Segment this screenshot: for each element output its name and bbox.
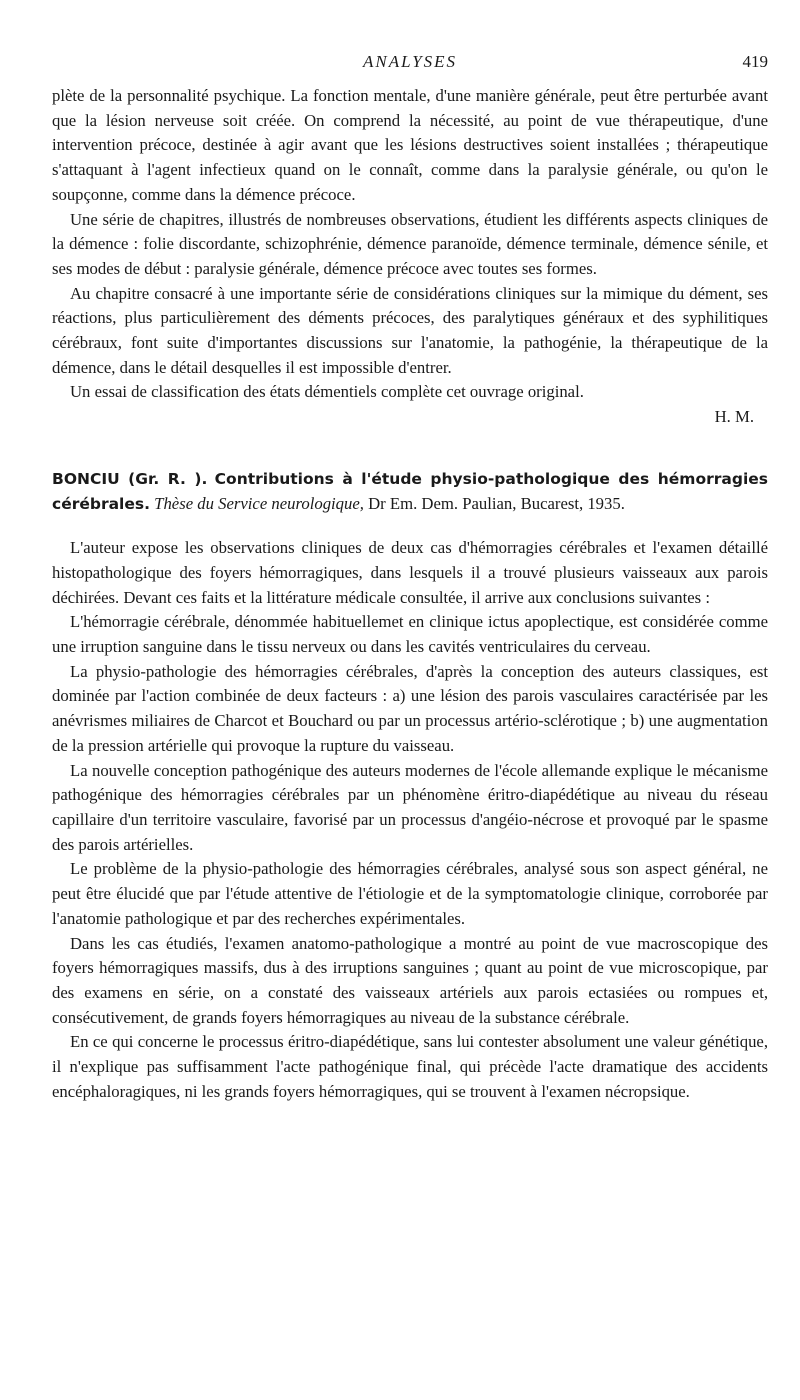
review2-paragraph: La nouvelle conception pathogénique des auteurs modernes de l'école allemande explique le mécanisme pathogénique des hémorragies cérébrales par un phénomène éritro-diapédétique au niveau du réseau capillaire d'un territoire vasculaire, favorisé par un processus d'angéio-nécrose et provoqué par le spasme des parois artérielles. bbox=[52, 760, 768, 854]
review2-source: Thèse du Service neurologique, bbox=[154, 493, 364, 513]
review2-paragraph: En ce qui concerne le processus éritro-diapédétique, sans lui contester absolument une valeur génétique, il n'explique pas suffisamment l'acte pathogénique final, qui précède l'acte dramatique des accidents encéphaloragiques, ni les grands foyers hémorragiques, qui se trouvent à l'examen nécropsique. bbox=[52, 1032, 768, 1101]
page-number: 419 bbox=[742, 52, 768, 71]
review2-paragraph: Dans les cas étudiés, l'examen anatomo-pathologique a montré au point de vue macroscopique des foyers hémorragiques massifs, dus à des irruptions sanguines ; quant au point de vue microscopique, par des examens en série, on a constaté des vaisseaux artériels aux parois ectasiées ou rompues et, consécutivement, de grands foyers hémorragiques au niveau de la substance cérébrale. bbox=[52, 933, 768, 1027]
review1-paragraph: plète de la personnalité psychique. La fonction mentale, d'une manière générale, peut être perturbée avant que la lésion nerveuse soit créée. On comprend la nécessité, au point de vue thérapeutique, d'une intervention précoce, destinée à agir avant que les lésions destructives soient installées ; thérapeutique s'attaquant à l'agent infectieux quand on le connaît, comme dans la paralysie générale, ou qu'on le soupçonne, comme dans la démence précoce. bbox=[52, 86, 768, 204]
review2-title: Contributions à l'étude physio-pathologique des hémorragies cérébrales. bbox=[52, 469, 769, 513]
review2-paragraph: L'hémorragie cérébrale, dénommée habituellemet en clinique ictus apoplectique, est considérée comme une irruption sanguine dans le tissu nerveux ou dans les cavités ventriculaires du cerveau. bbox=[52, 612, 768, 657]
review2-paragraph: La physio-pathologie des hémorragies cérébrales, d'après la conception des auteurs classiques, est dominée par l'action combinée de deux facteurs : a) une lésion des parois vasculaires caractérisée par les anévrismes miliaires de Charcot et Bouchard ou par un processus artério-sclérotique ; b) une augmentation de la pression artérielle qui provoque la rupture du vaisseau. bbox=[52, 661, 768, 755]
page-body bbox=[52, 84, 768, 1104]
review1-signature: H. M. bbox=[714, 407, 754, 427]
review2-paragraph: L'auteur expose les observations cliniques de deux cas d'hémorragies cérébrales et l'examen détaillé histopathologique des foyers hémorragiques, dans lesquels il a trouvé plusieurs vaisseaux aux parois déchirées. Devant ces faits et la littérature médicale consultée, il arrive aux conclusions suivantes : bbox=[52, 538, 768, 607]
review1-paragraph: Un essai de classification des états démentiels complète cet ouvrage original. bbox=[70, 382, 584, 402]
running-head-title: ANALYSES bbox=[362, 52, 458, 71]
section-spacer bbox=[52, 430, 768, 467]
review1-paragraph: Au chapitre consacré à une importante série de considérations cliniques sur la mimique du dément, ses réactions, plus particulièrement des déments précoces, des paralytiques généraux et des syphilitiques cérébraux, font suite d'importantes discussions sur l'anatomie, la pathogénie, la thérapeutique de la démence, dans le détail desquelles il est impossible d'entrer. bbox=[52, 283, 768, 377]
review2-paragraph: Le problème de la physio-pathologie des hémorragies cérébrales, analysé sous son aspect général, ne peut être élucidé que par l'étude attentive de l'étiologie et de la symptomatologie clinique, corroborée par l'anatomie pathologique et par des recherches expérimentales. bbox=[52, 859, 768, 928]
running-head bbox=[52, 52, 768, 76]
review1-paragraph: Une série de chapitres, illustrés de nombreuses observations, étudient les différents aspects cliniques de la démence : folie discordante, schizophrénie, démence paranoïde, démence terminale, démence sénile, et ses modes de début : paralysie générale, démence précoce avec toutes ses formes. bbox=[52, 209, 768, 278]
review2-author: BONCIU (Gr. R. ). bbox=[52, 469, 208, 488]
review2-heading bbox=[52, 467, 768, 516]
section-spacer bbox=[52, 516, 768, 536]
review2-publisher: Dr Em. Dem. Paulian, Bucarest, 1935. bbox=[368, 493, 625, 513]
